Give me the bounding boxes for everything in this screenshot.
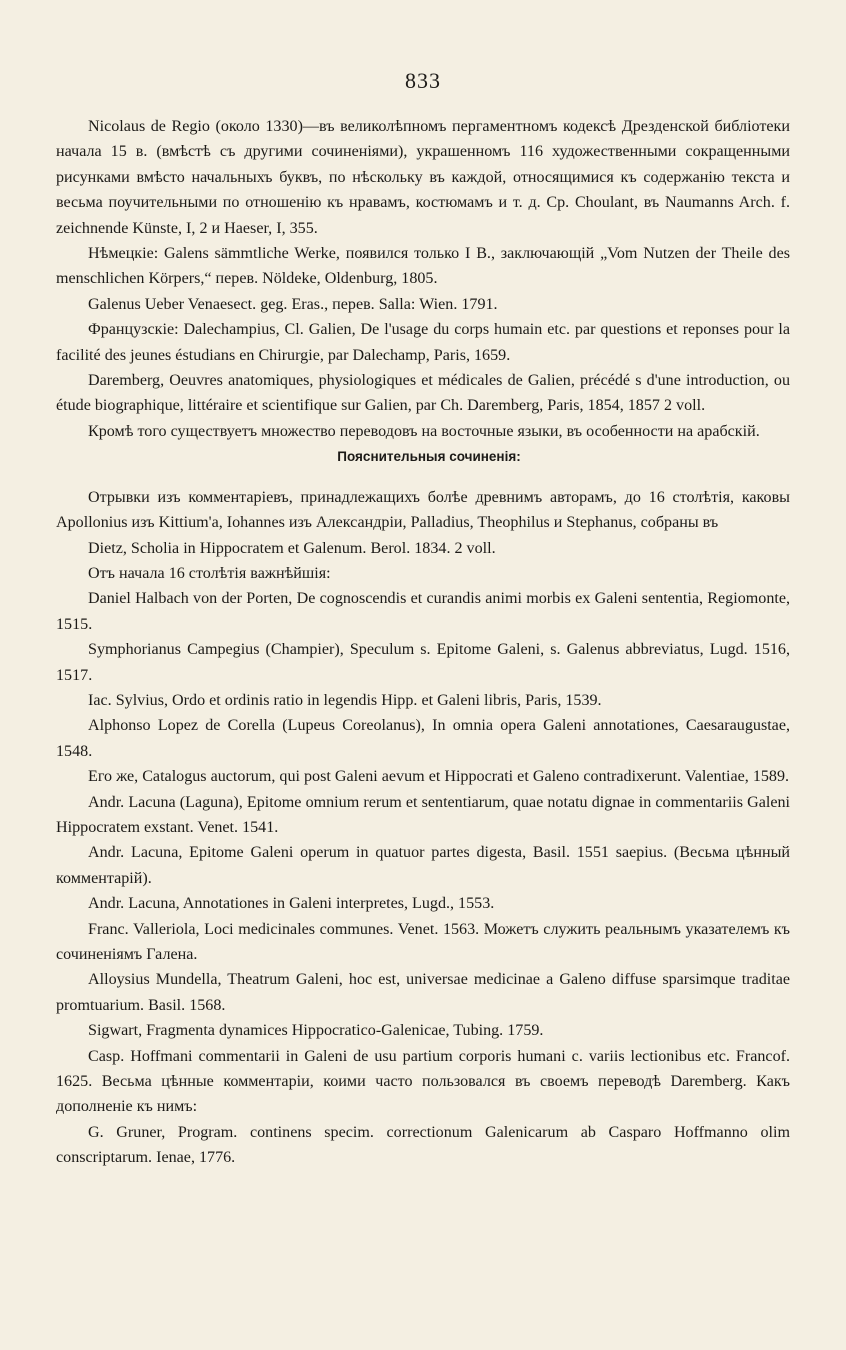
paragraph: Casp. Hoffmani commentarii in Galeni de usu partium corporis humani c. variis lectionibus etc. Francof. 1625. Весьма цѣнные комментаріи, коими часто пользовался въ своемъ переводѣ Daremberg. Какъ дополненіе къ нимъ: [56, 1047, 790, 1116]
paragraph: Andr. Lacuna (Laguna), Epitome omnium rerum et sententiarum, quae notatu dignae in commentariis Galeni Hippocratem exstant. Venet. 1541. [56, 793, 790, 836]
paragraph: Французскіе: Dalechampius, Cl. Galien, De l'usage du corps humain etc. par questions et reponses pour la facilité des jeunes éstudians en Chirurgie, par Dalechamp, Paris, 1659. [56, 321, 790, 364]
paragraph: Alphonso Lopez de Corella (Lupeus Coreolanus), In omnia opera Galeni annotationes, Caesaraugustae, 1548. [56, 717, 790, 760]
paragraph: Отъ начала 16 столѣтія важнѣйшія: [88, 564, 331, 582]
paragraph: Daremberg, Oeuvres anatomiques, physiologiques et médicales de Galien, précédé s d'une introduction, ou étude biographique, littéraire et scientifique sur Galien, par Ch. Daremberg, Paris, 1854, 1857 2 voll. [56, 372, 790, 415]
paragraph: Daniel Halbach von der Porten, De cognoscendis et curandis animi morbis ex Galeni sententia, Regiomonte, 1515. [56, 590, 790, 633]
page-text [56, 114, 790, 1171]
paragraph: Nicolaus de Regio (около 1330)—въ великолѣпномъ пергаментномъ кодексѣ Дрезденской библіотеки начала 15 в. (вмѣстѣ съ другими сочиненіями), украшенномъ 116 художественными сокращенными рисунками вмѣсто начальныхъ буквъ, по нѣскольку въ каждой, относящимися къ содержанію текста и весьма поучительными по отношенію къ нравамъ, костюмамъ и т. д. Ср. Choulant, въ Naumanns Arch. f. zeichnende Künste, I, 2 и Haeser, I, 355. [56, 118, 790, 237]
paragraph: Sigwart, Fragmenta dynamices Hippocratico-Galenicae, Tubing. 1759. [88, 1022, 544, 1040]
paragraph: Andr. Lacuna, Annotationes in Galeni interpretes, Lugd., 1553. [88, 895, 495, 913]
paragraph: Alloysius Mundella, Theatrum Galeni, hoc est, universae medicinae a Galeno diffuse sparsimque traditae promtuarium. Basil. 1568. [56, 971, 790, 1014]
paragraph: Dietz, Scholia in Hippocratem et Galenum. Berol. 1834. 2 voll. [88, 539, 496, 557]
paragraph: Symphorianus Campegius (Champier), Speculum s. Epitome Galeni, s. Galenus abbreviatus, Lugd. 1516, 1517. [56, 641, 790, 684]
paragraph: Его же, Catalogus auctorum, qui post Galeni aevum et Hippocrati et Galeno contradixerunt. Valentiae, 1589. [88, 768, 790, 786]
paragraph: Franc. Valleriola, Loci medicinales communes. Venet. 1563. Можетъ служить реальнымъ указателемъ къ сочиненіямъ Галена. [56, 920, 790, 963]
paragraph: Andr. Lacuna, Epitome Galeni operum in quatuor partes digesta, Basil. 1551 saepius. (Весьма цѣнный комментарій). [56, 844, 790, 887]
paragraph: Отрывки изъ комментаріевъ, принадлежащихъ болѣе древнимъ авторамъ, до 16 столѣтія, каковы Apollonius изъ Kittium'a, Iohannes изъ Александріи, Palladius, Theophilus и Stephanus, собраны въ [56, 488, 790, 532]
paragraph: G. Gruner, Program. continens specim. correctionum Galenicarum ab Casparo Hoffmanno olim conscriptarum. Ienae, 1776. [56, 1123, 790, 1167]
paragraph: Galenus Ueber Venaesect. geg. Eras., перев. Salla: Wien. 1791. [88, 295, 498, 313]
paragraph: Iac. Sylvius, Ordo et ordinis ratio in legendis Hipp. et Galeni libris, Paris, 1539. [88, 691, 602, 709]
spacer [56, 470, 790, 485]
page-number: 833 [405, 68, 441, 93]
section-heading: Пояснительныя сочиненія: [337, 449, 521, 465]
paragraph: Нѣмецкіе: Galens sämmtliche Werke, появился только I В., заключающій „Vom Nutzen der Theile des menschlichen Körpers,“ перев. Nöldeke, Oldenburg, 1805. [56, 245, 790, 288]
paragraph: Кромѣ того существуетъ множество переводовъ на восточные языки, въ особенности на арабскій. [88, 422, 760, 440]
